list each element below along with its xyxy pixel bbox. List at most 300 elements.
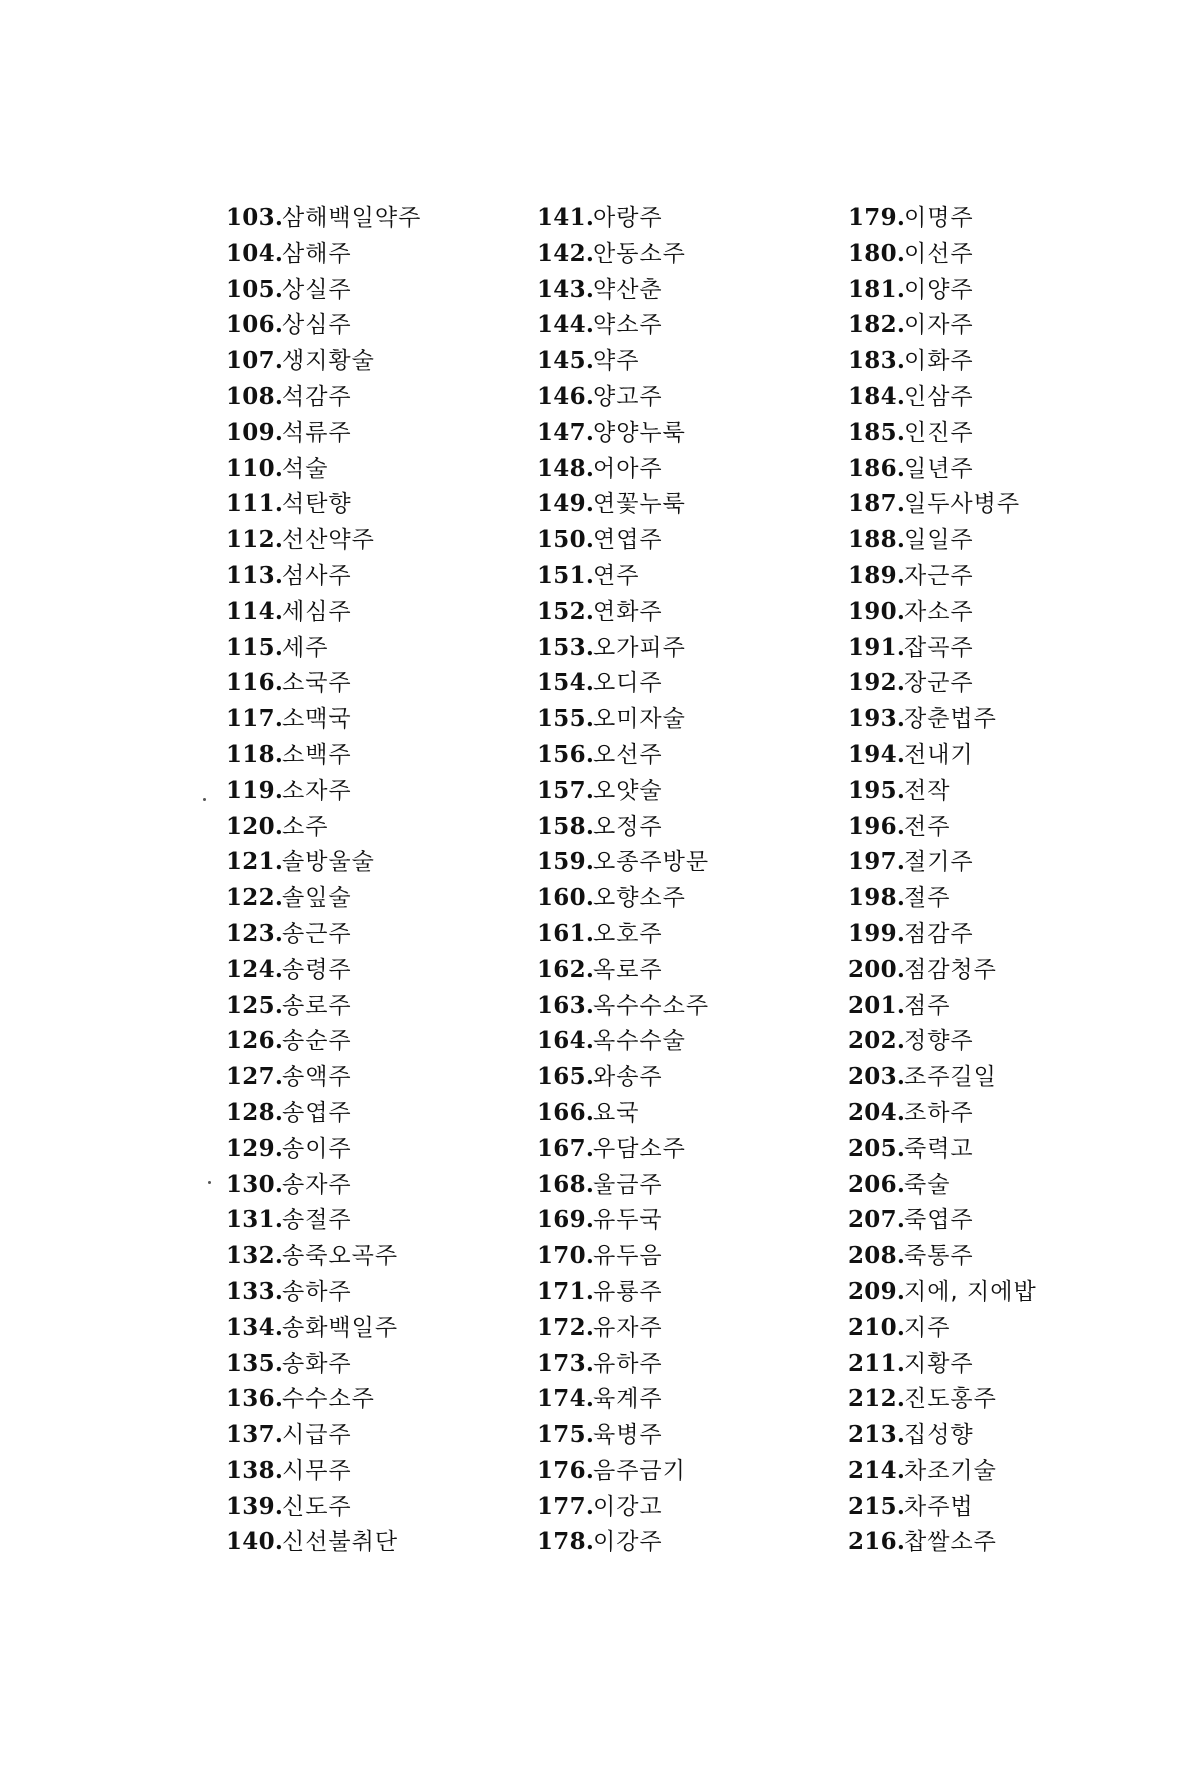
entry-number: 149. <box>537 490 595 518</box>
entry-name: 유두음 <box>593 1243 663 1270</box>
entry-number: 174. <box>537 1385 595 1413</box>
entry-number: 164. <box>537 1027 595 1055</box>
entry-number: 203. <box>848 1063 906 1091</box>
entry-name: 오정주 <box>593 813 663 840</box>
entry-name: 죽술 <box>904 1171 951 1198</box>
entry-name: 오선주 <box>593 741 663 768</box>
index-entry <box>848 558 1178 594</box>
entry-number: 205. <box>848 1134 906 1162</box>
entry-name: 음주금기 <box>593 1457 686 1484</box>
index-entry <box>848 701 1178 737</box>
entry-name: 약소주 <box>593 312 663 339</box>
entry-number: 204. <box>848 1098 906 1126</box>
entry-number: 176. <box>537 1456 595 1484</box>
entry-name: 절주 <box>904 885 951 912</box>
entry-number: 125. <box>226 991 284 1019</box>
entry-name: 석탄향 <box>282 491 352 518</box>
entry-name: 장춘법주 <box>904 706 997 733</box>
index-entry <box>848 307 1178 343</box>
entry-name: 옥수수소주 <box>593 992 710 1019</box>
index-entry <box>848 952 1178 988</box>
entry-name: 삼해주 <box>282 240 352 267</box>
entry-name: 약주 <box>593 348 640 375</box>
entry-name: 소백주 <box>282 741 352 768</box>
index-entry <box>848 844 1178 880</box>
index-entry <box>537 916 867 952</box>
entry-number: 104. <box>226 239 284 267</box>
entry-name: 송엽주 <box>282 1099 352 1126</box>
index-entry <box>848 236 1178 272</box>
index-entry <box>226 1346 556 1382</box>
index-entry <box>226 1453 556 1489</box>
index-entry <box>226 809 556 845</box>
index-entry <box>848 594 1178 630</box>
entry-name: 지주 <box>904 1314 951 1341</box>
entry-name: 소주 <box>282 813 329 840</box>
entry-name: 죽통주 <box>904 1243 974 1270</box>
entry-name: 잡곡주 <box>904 634 974 661</box>
index-entry <box>226 522 556 558</box>
index-entry <box>848 809 1178 845</box>
entry-number: 216. <box>848 1528 906 1556</box>
entry-number: 201. <box>848 991 906 1019</box>
entry-name: 송령주 <box>282 956 352 983</box>
entry-number: 153. <box>537 633 595 661</box>
entry-number: 151. <box>537 561 595 589</box>
entry-number: 158. <box>537 812 595 840</box>
index-entry <box>537 272 867 308</box>
index-entry <box>848 1023 1178 1059</box>
index-entry <box>537 236 867 272</box>
entry-number: 196. <box>848 812 906 840</box>
index-entry <box>537 1524 867 1560</box>
index-entry <box>537 1381 867 1417</box>
entry-number: 210. <box>848 1313 906 1341</box>
entry-number: 136. <box>226 1385 284 1413</box>
entry-number: 134. <box>226 1313 284 1341</box>
index-entry <box>848 737 1178 773</box>
entry-name: 요국 <box>593 1099 640 1126</box>
index-entry <box>226 630 556 666</box>
index-entry <box>537 451 867 487</box>
index-entry <box>848 1453 1178 1489</box>
index-entry <box>848 1417 1178 1453</box>
index-entry <box>226 200 556 236</box>
index-entry <box>226 1524 556 1560</box>
index-entry <box>226 952 556 988</box>
entry-name: 세심주 <box>282 598 352 625</box>
entry-name: 아랑주 <box>593 205 663 231</box>
index-entry <box>226 236 556 272</box>
index-entry <box>848 486 1178 522</box>
entry-name: 일일주 <box>904 527 974 554</box>
entry-name: 양고주 <box>593 383 663 410</box>
entry-name: 전내기 <box>904 741 974 768</box>
entry-number: 167. <box>537 1134 595 1162</box>
index-entry <box>226 594 556 630</box>
index-entry <box>848 630 1178 666</box>
entry-name: 송근주 <box>282 920 352 947</box>
entry-number: 197. <box>848 848 906 876</box>
entry-number: 111. <box>226 490 284 518</box>
entry-number: 129. <box>226 1134 284 1162</box>
entry-number: 110. <box>226 454 284 482</box>
entry-number: 144. <box>537 311 595 339</box>
entry-name: 약산춘 <box>593 276 663 303</box>
index-entry <box>226 737 556 773</box>
entry-number: 168. <box>537 1170 595 1198</box>
entry-name: 전주 <box>904 813 951 840</box>
index-entry <box>537 988 867 1024</box>
entry-name: 지황주 <box>904 1350 974 1377</box>
entry-name: 송화백일주 <box>282 1314 399 1341</box>
entry-name: 송순주 <box>282 1028 352 1055</box>
entry-name: 선산약주 <box>282 527 375 554</box>
entry-name: 송화주 <box>282 1350 352 1377</box>
index-entry <box>848 522 1178 558</box>
entry-number: 181. <box>848 275 906 303</box>
entry-name: 송이주 <box>282 1135 352 1162</box>
entry-number: 107. <box>226 347 284 375</box>
index-entry <box>226 379 556 415</box>
entry-name: 지에, 지에밥 <box>904 1278 1037 1305</box>
entry-number: 183. <box>848 347 906 375</box>
index-entry <box>226 558 556 594</box>
entry-name: 와송주 <box>593 1064 663 1091</box>
entry-name: 오가피주 <box>593 634 686 661</box>
entry-number: 127. <box>226 1063 284 1091</box>
entry-name: 신도주 <box>282 1493 352 1520</box>
index-column-2 <box>537 200 867 1560</box>
entry-name: 일년주 <box>904 455 974 482</box>
index-entry <box>537 701 867 737</box>
entry-name: 소자주 <box>282 777 352 804</box>
entry-number: 194. <box>848 740 906 768</box>
index-entry <box>848 1489 1178 1525</box>
entry-name: 송죽오곡주 <box>282 1243 399 1270</box>
entry-name: 유하주 <box>593 1350 663 1377</box>
entry-name: 이자주 <box>904 312 974 339</box>
entry-number: 126. <box>226 1027 284 1055</box>
index-entry <box>537 630 867 666</box>
index-entry <box>226 773 556 809</box>
entry-number: 213. <box>848 1421 906 1449</box>
entry-name: 점주 <box>904 992 951 1019</box>
index-entry <box>848 665 1178 701</box>
entry-number: 124. <box>226 955 284 983</box>
index-entry <box>537 809 867 845</box>
entry-name: 오호주 <box>593 920 663 947</box>
entry-number: 108. <box>226 382 284 410</box>
entry-number: 147. <box>537 418 595 446</box>
entry-number: 166. <box>537 1098 595 1126</box>
index-entry <box>537 737 867 773</box>
index-column-1 <box>226 200 556 1560</box>
index-entry <box>848 1095 1178 1131</box>
index-entry <box>226 1489 556 1525</box>
entry-number: 138. <box>226 1456 284 1484</box>
entry-name: 생지황술 <box>282 348 375 375</box>
entry-number: 170. <box>537 1242 595 1270</box>
entry-number: 195. <box>848 776 906 804</box>
index-entry <box>537 1202 867 1238</box>
entry-number: 109. <box>226 418 284 446</box>
entry-name: 석술 <box>282 455 329 482</box>
index-entry <box>226 880 556 916</box>
index-entry <box>226 1381 556 1417</box>
entry-name: 이명주 <box>904 205 974 231</box>
entry-number: 133. <box>226 1277 284 1305</box>
entry-number: 185. <box>848 418 906 446</box>
scan-speck <box>208 1181 211 1184</box>
index-entry <box>537 773 867 809</box>
index-entry <box>537 1167 867 1203</box>
entry-name: 송로주 <box>282 992 352 1019</box>
scan-speck <box>203 798 206 801</box>
entry-name: 오향소주 <box>593 885 686 912</box>
entry-number: 139. <box>226 1492 284 1520</box>
index-entry <box>537 1095 867 1131</box>
entry-name: 장군주 <box>904 670 974 697</box>
entry-name: 울금주 <box>593 1171 663 1198</box>
entry-name: 옥로주 <box>593 956 663 983</box>
index-entry <box>537 880 867 916</box>
index-entry <box>537 1310 867 1346</box>
entry-number: 200. <box>848 955 906 983</box>
index-entry <box>537 1453 867 1489</box>
entry-number: 106. <box>226 311 284 339</box>
entry-name: 육계주 <box>593 1386 663 1413</box>
index-entry <box>226 1131 556 1167</box>
index-entry <box>226 1202 556 1238</box>
entry-name: 석류주 <box>282 419 352 446</box>
entry-number: 123. <box>226 919 284 947</box>
index-entry <box>848 988 1178 1024</box>
index-entry <box>537 952 867 988</box>
entry-name: 전작 <box>904 777 951 804</box>
index-entry <box>537 1059 867 1095</box>
entry-number: 117. <box>226 705 284 733</box>
entry-name: 상심주 <box>282 312 352 339</box>
index-entry <box>848 880 1178 916</box>
entry-number: 145. <box>537 347 595 375</box>
entry-number: 128. <box>226 1098 284 1126</box>
entry-name: 연주 <box>593 562 640 589</box>
entry-number: 119. <box>226 776 284 804</box>
entry-number: 202. <box>848 1027 906 1055</box>
entry-name: 이강고 <box>593 1493 663 1520</box>
entry-number: 172. <box>537 1313 595 1341</box>
entry-number: 184. <box>848 382 906 410</box>
index-entry <box>226 1167 556 1203</box>
index-entry <box>848 1310 1178 1346</box>
entry-number: 105. <box>226 275 284 303</box>
entry-name: 양양누룩 <box>593 419 686 446</box>
entry-name: 오디주 <box>593 670 663 697</box>
entry-name: 차조기술 <box>904 1457 997 1484</box>
entry-number: 121. <box>226 848 284 876</box>
entry-number: 171. <box>537 1277 595 1305</box>
entry-name: 오얏술 <box>593 777 663 804</box>
entry-name: 자근주 <box>904 562 974 589</box>
entry-number: 116. <box>226 669 284 697</box>
entry-number: 180. <box>848 239 906 267</box>
entry-name: 오종주방문 <box>593 849 710 876</box>
entry-number: 208. <box>848 1242 906 1270</box>
index-entry <box>848 451 1178 487</box>
entry-name: 연화주 <box>593 598 663 625</box>
entry-number: 148. <box>537 454 595 482</box>
index-entry <box>537 415 867 451</box>
entry-number: 192. <box>848 669 906 697</box>
index-entry <box>226 988 556 1024</box>
index-entry <box>537 1131 867 1167</box>
entry-number: 154. <box>537 669 595 697</box>
entry-name: 솔방울술 <box>282 849 375 876</box>
entry-number: 159. <box>537 848 595 876</box>
entry-number: 209. <box>848 1277 906 1305</box>
index-entry <box>848 379 1178 415</box>
index-entry <box>848 1238 1178 1274</box>
entry-number: 212. <box>848 1385 906 1413</box>
index-entry <box>537 379 867 415</box>
entry-name: 세주 <box>282 634 329 661</box>
index-entry <box>226 415 556 451</box>
index-column-3 <box>848 200 1178 1560</box>
index-entry <box>537 1274 867 1310</box>
entry-name: 찹쌀소주 <box>904 1529 997 1556</box>
entry-number: 189. <box>848 561 906 589</box>
index-entry <box>226 1238 556 1274</box>
entry-name: 옥수수술 <box>593 1028 686 1055</box>
entry-number: 198. <box>848 884 906 912</box>
entry-name: 이양주 <box>904 276 974 303</box>
entry-number: 130. <box>226 1170 284 1198</box>
entry-name: 안동소주 <box>593 240 686 267</box>
entry-name: 소국주 <box>282 670 352 697</box>
entry-number: 132. <box>226 1242 284 1270</box>
index-entry <box>226 1310 556 1346</box>
entry-name: 송절주 <box>282 1207 352 1234</box>
index-entry <box>848 343 1178 379</box>
entry-number: 140. <box>226 1528 284 1556</box>
index-entry <box>226 1274 556 1310</box>
index-entry <box>848 1381 1178 1417</box>
entry-name: 송하주 <box>282 1278 352 1305</box>
entry-number: 113. <box>226 561 284 589</box>
index-entry <box>537 343 867 379</box>
entry-number: 112. <box>226 526 284 554</box>
entry-number: 179. <box>848 204 906 231</box>
entry-name: 석감주 <box>282 383 352 410</box>
entry-number: 150. <box>537 526 595 554</box>
entry-number: 188. <box>848 526 906 554</box>
entry-name: 송자주 <box>282 1171 352 1198</box>
entry-number: 169. <box>537 1206 595 1234</box>
entry-name: 시급주 <box>282 1422 352 1449</box>
entry-number: 156. <box>537 740 595 768</box>
entry-number: 137. <box>226 1421 284 1449</box>
index-entry <box>226 1417 556 1453</box>
index-entry <box>537 307 867 343</box>
entry-name: 오미자술 <box>593 706 686 733</box>
index-entry <box>537 1417 867 1453</box>
index-entry <box>537 522 867 558</box>
entry-name: 연꽃누룩 <box>593 491 686 518</box>
entry-name: 이선주 <box>904 240 974 267</box>
index-entry <box>848 272 1178 308</box>
entry-name: 점감주 <box>904 920 974 947</box>
index-entry <box>537 1023 867 1059</box>
entry-name: 유두국 <box>593 1207 663 1234</box>
entry-number: 178. <box>537 1528 595 1556</box>
entry-number: 143. <box>537 275 595 303</box>
entry-name: 소맥국 <box>282 706 352 733</box>
entry-number: 199. <box>848 919 906 947</box>
entry-name: 유룡주 <box>593 1278 663 1305</box>
entry-name: 섬사주 <box>282 562 352 589</box>
entry-name: 우담소주 <box>593 1135 686 1162</box>
entry-number: 135. <box>226 1349 284 1377</box>
index-entry <box>537 1489 867 1525</box>
entry-number: 131. <box>226 1206 284 1234</box>
index-entry <box>848 200 1178 236</box>
entry-number: 160. <box>537 884 595 912</box>
entry-number: 141. <box>537 204 595 231</box>
entry-number: 163. <box>537 991 595 1019</box>
entry-name: 인진주 <box>904 419 974 446</box>
index-entry <box>537 1346 867 1382</box>
entry-name: 어아주 <box>593 455 663 482</box>
index-entry <box>537 844 867 880</box>
index-entry <box>848 415 1178 451</box>
index-entry <box>537 486 867 522</box>
entry-name: 삼해백일약주 <box>282 205 422 231</box>
index-entry <box>226 916 556 952</box>
index-entry <box>848 1167 1178 1203</box>
entry-name: 집성향 <box>904 1422 974 1449</box>
entry-number: 173. <box>537 1349 595 1377</box>
index-entry <box>537 665 867 701</box>
entry-name: 수수소주 <box>282 1386 375 1413</box>
entry-number: 207. <box>848 1206 906 1234</box>
entry-name: 솔잎술 <box>282 885 352 912</box>
entry-number: 191. <box>848 633 906 661</box>
index-entry <box>226 307 556 343</box>
entry-number: 193. <box>848 705 906 733</box>
entry-number: 146. <box>537 382 595 410</box>
entry-name: 상실주 <box>282 276 352 303</box>
entry-number: 175. <box>537 1421 595 1449</box>
entry-number: 182. <box>848 311 906 339</box>
index-entry <box>848 1346 1178 1382</box>
index-entry <box>226 1095 556 1131</box>
entry-number: 120. <box>226 812 284 840</box>
entry-number: 103. <box>226 204 284 231</box>
index-entry <box>848 1202 1178 1238</box>
entry-name: 진도홍주 <box>904 1386 997 1413</box>
index-entry <box>848 1274 1178 1310</box>
index-entry <box>226 272 556 308</box>
entry-number: 152. <box>537 597 595 625</box>
entry-number: 214. <box>848 1456 906 1484</box>
index-entry <box>848 1131 1178 1167</box>
index-entry <box>226 1023 556 1059</box>
entry-name: 이화주 <box>904 348 974 375</box>
index-entry <box>537 1238 867 1274</box>
entry-number: 114. <box>226 597 284 625</box>
entry-name: 조하주 <box>904 1099 974 1126</box>
